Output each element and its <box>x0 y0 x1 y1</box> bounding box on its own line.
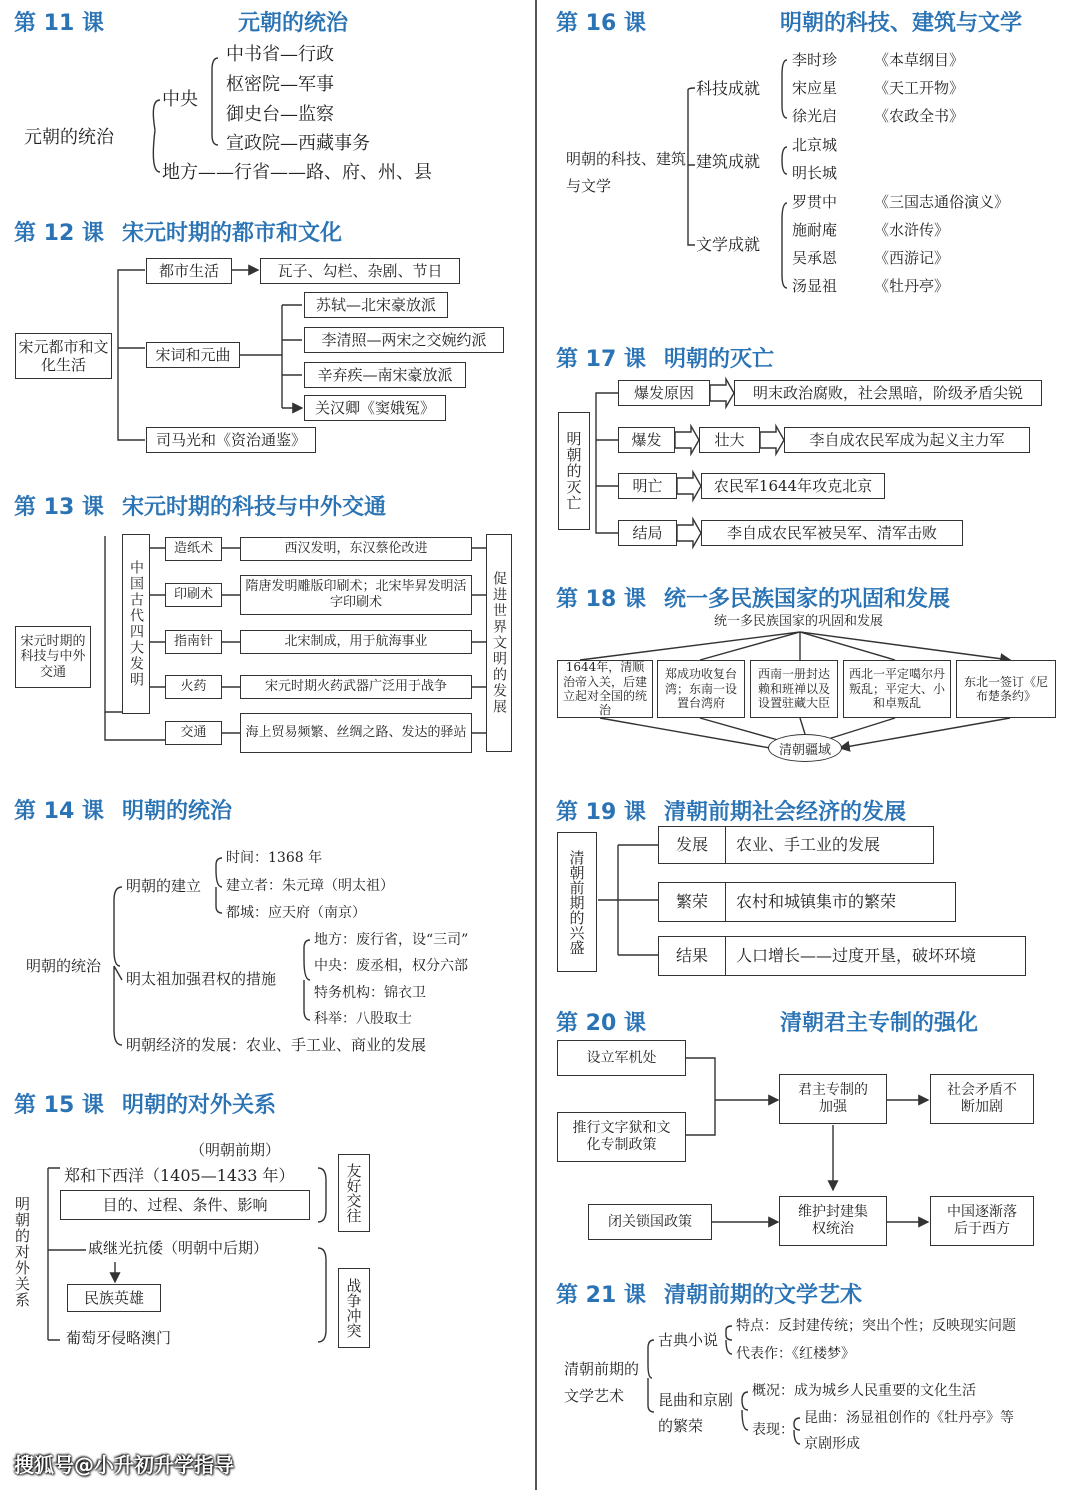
l15-zhenghe: 郑和下西洋（1405—1433 年） <box>64 1166 295 1185</box>
l14-measures: 明太祖加强君权的措施 <box>126 970 277 988</box>
lesson-16-number: 第 16 课 <box>556 11 646 36</box>
l17-box-defeat: 李自成农民军被吴军、清军击败 <box>701 520 963 546</box>
l17-box-main-force: 李自成农民军成为起义主力军 <box>784 427 1030 453</box>
lesson-12-title: 宋元时期的都市和文化 <box>122 221 343 246</box>
l15-hero-box: 民族英雄 <box>67 1284 161 1312</box>
l12-box-xinqiji: 辛弃疾—南宋豪放派 <box>304 362 466 388</box>
l15-portugal: 葡萄牙侵略澳门 <box>66 1329 172 1347</box>
l12-box-city: 都市生活 <box>146 258 232 284</box>
l19-root-box: 清朝前期的兴盛 <box>557 832 597 972</box>
l18-territory-oval: 清朝疆域 <box>768 734 842 762</box>
l14-measure-1: 地方：废行省，设“三司” <box>314 932 469 948</box>
l18-box-4: 西北一平定噶尔丹叛乱；平定大、小和卓叛乱 <box>843 660 951 718</box>
l15-friendly-box: 友好交往 <box>338 1154 370 1232</box>
l16-architecture: 建筑成就 <box>696 152 761 171</box>
l16-science-b2: 《天工开物》 <box>874 79 965 97</box>
l18-box-3: 西南一册封达赖和班禅以及设置驻藏大臣 <box>750 660 838 718</box>
l16-literature: 文学成就 <box>696 235 761 254</box>
l21-kunqu: 昆曲：汤显祖创作的《牡丹亭》等 <box>804 1410 1014 1426</box>
l11-local: 地方——行省——路、府、州、县 <box>162 162 432 183</box>
l19-text-result: 人口增长——过度开垦，破坏环境 <box>736 946 977 966</box>
l12-box-sushi: 苏轼—北宋豪放派 <box>304 292 448 318</box>
lesson-19-title: 清朝前期社会经济的发展 <box>664 800 907 825</box>
lesson-18-title: 统一多民族国家的巩固和发展 <box>664 587 951 612</box>
l14-founder: 建立者：朱元璋（明太祖） <box>226 878 394 894</box>
lesson-13-number: 第 13 课 <box>14 495 104 520</box>
l16-lit-p4: 汤显祖 <box>792 277 838 295</box>
l12-box-poetry: 宋词和元曲 <box>146 342 240 368</box>
l14-measure-3: 特务机构：锦衣卫 <box>314 985 426 1001</box>
l18-box-2: 郑成功收复台湾；东南一设置台湾府 <box>657 660 745 718</box>
lesson-12-number: 第 12 课 <box>14 221 104 246</box>
l16-lit-b1: 《三国志通俗演义》 <box>874 193 1010 211</box>
l11-item-4: 宣政院—西藏事务 <box>226 133 370 154</box>
lesson-11-number: 第 11 课 <box>14 11 104 36</box>
lesson-19-number: 第 19 课 <box>556 800 646 825</box>
l17-box-cause-detail: 明末政治腐败，社会黑暗，阶级矛盾尖锐 <box>734 380 1042 406</box>
lesson-17-title: 明朝的灭亡 <box>664 347 775 372</box>
l13-item-printing: 印刷术 <box>165 583 222 607</box>
l16-lit-b3: 《西游记》 <box>874 249 950 267</box>
l20-box-feudal: 维护封建集权统治 <box>779 1196 887 1246</box>
lesson-14-number: 第 14 课 <box>14 799 104 824</box>
l18-top-label: 统一多民族国家的巩固和发展 <box>714 614 884 629</box>
l13-root-box: 宋元时期的科技与中外交通 <box>15 626 91 688</box>
watermark: 搜狐号@小升初升学指导 <box>14 1453 234 1477</box>
l15-qijiguang: 戚继光抗倭（明朝中后期） <box>88 1239 269 1257</box>
l18-box-1: 1644年，清顺治帝入关，后建立起对全国的统治 <box>557 660 653 718</box>
l13-desc-compass: 北宋制成，用于航海事业 <box>240 630 472 654</box>
l19-text-prosperity: 农村和城镇集市的繁荣 <box>736 892 897 912</box>
l21-opera: 昆曲和京剧的繁荣 <box>658 1391 734 1435</box>
l12-box-liqingzhao: 李清照—两宋之交婉约派 <box>304 327 504 353</box>
l20-box-wenziyu: 推行文字狱和文化专制政策 <box>557 1112 686 1162</box>
l17-box-cause: 爆发原因 <box>618 380 710 406</box>
l13-item-paper: 造纸术 <box>165 537 222 561</box>
l21-opera-overview: 概况：成为城乡人民重要的文化生活 <box>752 1383 976 1399</box>
l14-root: 明朝的统治 <box>26 957 102 975</box>
l20-box-closed-door: 闭关锁国政策 <box>588 1204 712 1240</box>
lesson-20-title: 清朝君主专制的强化 <box>780 1011 979 1036</box>
l17-root-box: 明朝的灭亡 <box>558 412 590 530</box>
l11-central: 中央 <box>162 89 198 110</box>
l20-box-autocracy: 君主专制的加强 <box>779 1074 887 1124</box>
l16-science-b1: 《本草纲目》 <box>874 51 965 69</box>
l15-early-label: （明朝前期） <box>190 1141 281 1159</box>
l14-measure-4: 科举：八股取士 <box>314 1011 412 1027</box>
l13-right-box: 促进世界文明的发展 <box>486 534 512 752</box>
l16-science-p3: 徐光启 <box>792 107 838 125</box>
l13-desc-gunpowder: 宋元时期火药武器广泛用于战争 <box>240 675 472 699</box>
l14-capital: 都城：应天府（南京） <box>226 905 366 921</box>
lesson-15-number: 第 15 课 <box>14 1093 104 1118</box>
l15-root: 明朝的对外关系 <box>13 1196 31 1308</box>
l21-opera-show: 表现： <box>752 1422 794 1438</box>
l21-jingju: 京剧形成 <box>804 1436 860 1452</box>
l15-zhenghe-detail: 目的、过程、条件、影响 <box>60 1190 310 1220</box>
l13-four-inventions: 中国古代四大发明 <box>122 534 150 714</box>
l19-row-prosperity <box>658 882 956 922</box>
l17-box-outbreak: 爆发 <box>618 427 675 453</box>
l15-war-box: 战争冲突 <box>338 1268 370 1348</box>
l19-row-result <box>658 936 1026 976</box>
l16-lit-p1: 罗贯中 <box>792 193 838 211</box>
l11-item-1: 中书省—行政 <box>226 44 334 65</box>
l16-lit-b4: 《牡丹亭》 <box>874 277 950 295</box>
l19-label-result: 结果 <box>659 937 726 975</box>
l13-item-gunpowder: 火药 <box>165 675 222 699</box>
l11-root: 元朝的统治 <box>24 127 114 148</box>
l14-economy: 明朝经济的发展：农业、手工业、商业的发展 <box>126 1036 427 1054</box>
l20-box-junjichu: 设立军机处 <box>557 1040 686 1076</box>
l13-desc-traffic: 海上贸易频繁、丝绸之路、发达的驿站 <box>240 713 472 753</box>
l13-desc-printing: 隋唐发明雕版印刷术；北宋毕昇发明活字印刷术 <box>240 575 472 615</box>
l19-row-development <box>658 826 934 864</box>
l14-measure-2: 中央：废丞相，权分六部 <box>314 958 468 974</box>
l20-box-conflict: 社会矛盾不断加剧 <box>930 1074 1034 1124</box>
l21-novel: 古典小说 <box>658 1331 719 1349</box>
l18-box-5: 东北一签订《尼布楚条约》 <box>956 660 1056 718</box>
l21-novel-work: 代表作：《红楼梦》 <box>736 1346 855 1362</box>
l11-item-3: 御史台—监察 <box>226 104 334 125</box>
l12-box-guanhanqing: 关汉卿《窦娥冤》 <box>304 395 446 421</box>
lesson-18-number: 第 18 课 <box>556 587 646 612</box>
lesson-21-title: 清朝前期的文学艺术 <box>664 1283 863 1308</box>
l16-science-b3: 《农政全书》 <box>874 107 965 125</box>
l16-arch-2: 明长城 <box>792 164 838 182</box>
l19-text-development: 农业、手工业的发展 <box>736 835 881 855</box>
l12-root-box: 宋元都市和文化生活 <box>15 333 112 379</box>
lesson-17-number: 第 17 课 <box>556 347 646 372</box>
l20-box-fall-behind: 中国逐渐落后于西方 <box>930 1196 1034 1246</box>
l21-novel-feature: 特点：反封建传统；突出个性；反映现实问题 <box>736 1318 1016 1334</box>
l16-lit-b2: 《水浒传》 <box>874 221 950 239</box>
l17-box-result: 结局 <box>618 520 677 546</box>
l11-item-2: 枢密院—军事 <box>226 74 334 95</box>
l16-science-p2: 宋应星 <box>792 79 838 97</box>
l21-root: 清朝前期的文学艺术 <box>564 1360 640 1405</box>
l14-founding: 明朝的建立 <box>126 877 202 895</box>
l14-founding-time: 时间：1368 年 <box>226 850 323 866</box>
lesson-15-title: 明朝的对外关系 <box>122 1093 277 1118</box>
lesson-13-title: 宋元时期的科技与中外交通 <box>122 495 387 520</box>
l17-box-grow: 壮大 <box>699 427 760 453</box>
lesson-11-title: 元朝的统治 <box>238 11 349 36</box>
l13-item-traffic: 交通 <box>165 721 222 745</box>
l19-label-development: 发展 <box>659 827 726 863</box>
l12-box-simaguang: 司马光和《资治通鉴》 <box>146 427 316 453</box>
l12-box-city-detail: 瓦子、勾栏、杂剧、节日 <box>260 258 460 284</box>
l17-box-beijing: 农民军1644年攻克北京 <box>701 473 885 499</box>
l16-arch-1: 北京城 <box>792 136 838 154</box>
l16-science: 科技成就 <box>696 79 761 98</box>
l13-desc-paper: 西汉发明，东汉蔡伦改进 <box>240 537 472 561</box>
lesson-20-number: 第 20 课 <box>556 1011 646 1036</box>
l16-science-p1: 李时珍 <box>792 51 838 69</box>
lesson-21-number: 第 21 课 <box>556 1283 646 1308</box>
lesson-14-title: 明朝的统治 <box>122 799 233 824</box>
lesson-16-title: 明朝的科技、建筑与文学 <box>780 11 1023 36</box>
l16-lit-p3: 吴承恩 <box>792 249 838 267</box>
l16-lit-p2: 施耐庵 <box>792 221 838 239</box>
l19-label-prosperity: 繁荣 <box>659 883 726 921</box>
l13-item-compass: 指南针 <box>165 630 222 654</box>
l16-root: 明朝的科技、建筑与文学 <box>566 150 687 195</box>
l17-box-fall: 明亡 <box>618 473 677 499</box>
